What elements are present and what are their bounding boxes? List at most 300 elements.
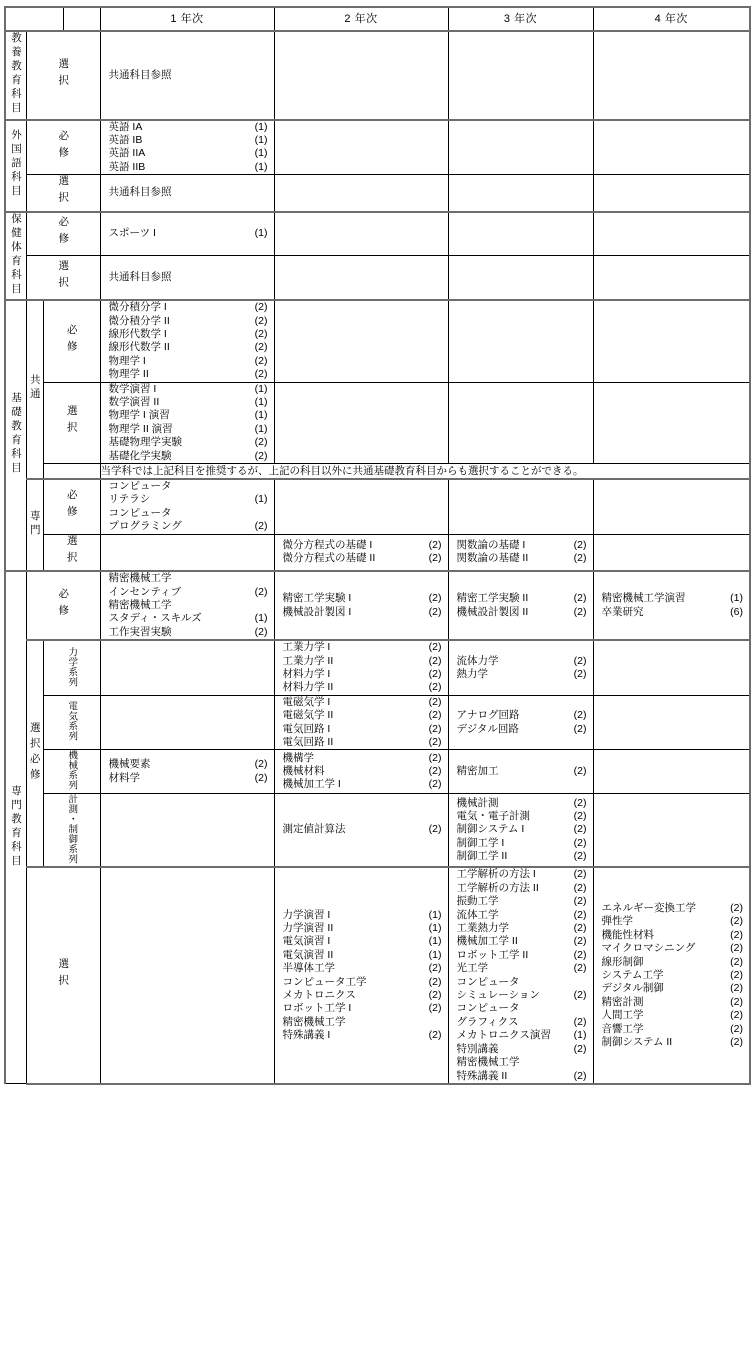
- course-item: [602, 902, 744, 915]
- course-name: 流体力学: [456, 654, 499, 667]
- course-credit: (2): [254, 327, 268, 340]
- course-item: [457, 922, 587, 935]
- course-item: [283, 962, 442, 975]
- course-name: 弾性学: [601, 915, 633, 928]
- course-credit: (2): [428, 1002, 442, 1015]
- course-credit: (2): [254, 585, 268, 598]
- course-credit: (1): [428, 908, 442, 921]
- cell-hoken-sentaku-y2: [274, 256, 448, 300]
- course-credit: (2): [573, 850, 587, 863]
- cell-senmon-sentaku-y1: [100, 867, 274, 1084]
- course-credit: (1): [254, 120, 268, 133]
- cell-sh-rikigaku-y1: [100, 640, 274, 695]
- cell-sh-keisoku-y2: [274, 793, 448, 867]
- course-name: デジタル制御: [601, 982, 664, 995]
- course-item: [109, 69, 268, 82]
- cell-kyoyo-sentaku-y3: [448, 31, 593, 120]
- cell-sh-keisoku-y4: [593, 793, 750, 867]
- label-senmon-sentaku: 選択: [26, 867, 100, 1084]
- course-item: [457, 655, 587, 668]
- course-name: ロボット工学 I: [282, 1002, 352, 1015]
- course-credit: (2): [573, 823, 587, 836]
- course-name: スポーツ I: [108, 227, 156, 240]
- header-year-3: 3 年次: [448, 7, 593, 31]
- course-item: [283, 736, 442, 749]
- course-item: [109, 409, 268, 422]
- course-credit: (2): [428, 654, 442, 667]
- cell-kiso-senmon-hisshu-y3: [448, 479, 593, 534]
- course-item: [109, 315, 268, 328]
- course-credit: (2): [573, 922, 587, 935]
- course-name: 微分積分学 I: [108, 301, 167, 314]
- course-item: [109, 626, 268, 639]
- cell-gaikokugo-hisshu-y4: [593, 120, 750, 175]
- label-gaikokugo-sentaku: 選択: [26, 175, 100, 212]
- course-item: [283, 935, 442, 948]
- cell-kiso-senmon-hisshu-y1: [100, 479, 274, 534]
- course-item: [283, 539, 442, 552]
- label-kiso-senmon-hisshu: 必修: [43, 479, 100, 534]
- cell-sh-rikigaku-y3: [448, 640, 593, 695]
- course-name: システム工学: [601, 968, 664, 981]
- curriculum-table: [4, 6, 751, 1085]
- course-name: プログラミング: [108, 520, 182, 533]
- course-credit: (2): [428, 695, 442, 708]
- row-kyoyo-sentaku: [5, 31, 750, 120]
- course-name: 工業熱力学: [456, 922, 509, 935]
- course-credit: (2): [573, 796, 587, 809]
- course-name: 精密機械工学: [108, 572, 172, 585]
- course-item: [457, 765, 587, 778]
- row-kiso-kyotsu-sentaku: [5, 382, 750, 463]
- course-credit: (2): [254, 771, 268, 784]
- course-item: [457, 989, 587, 1002]
- cell-senmon-sentaku-y4: [593, 867, 750, 1084]
- course-item: [457, 935, 587, 948]
- course-name: 電気回路 II: [282, 736, 334, 748]
- course-name: 特殊講義 I: [282, 1029, 331, 1042]
- course-name: アナログ回路: [456, 709, 520, 722]
- note-spacer: [43, 464, 100, 480]
- course-item: [109, 355, 268, 368]
- cell-kiso-kyotsu-hisshu-y4: [593, 300, 750, 382]
- course-credit: (2): [730, 955, 743, 968]
- row-hoken-hisshu: [5, 212, 750, 256]
- cell-hoken-sentaku-y4: [593, 256, 750, 300]
- course-item: [457, 1016, 587, 1029]
- course-item: [109, 450, 268, 463]
- course-item: [457, 868, 587, 881]
- course-credit: (2): [428, 975, 442, 988]
- label-senmon-hisshu: 必修: [26, 571, 100, 640]
- course-item: [457, 1043, 587, 1056]
- course-name: リテラシ: [108, 493, 151, 506]
- course-name: 特別講義: [456, 1042, 499, 1055]
- course-credit: (1): [573, 1029, 587, 1042]
- course-item: [109, 758, 268, 771]
- course-item: [109, 383, 268, 396]
- course-name: 線形代数学 II: [108, 341, 170, 354]
- course-name: 電気演習 II: [282, 948, 334, 961]
- course-item: [109, 520, 268, 533]
- course-name: 工業力学 II: [282, 654, 334, 667]
- course-item: [457, 606, 587, 619]
- course-name: 工学解析の方法 I: [456, 868, 536, 881]
- course-name: 振動工学: [456, 895, 499, 908]
- course-name: コンピュータ: [456, 1002, 520, 1015]
- course-item: [602, 915, 744, 928]
- row-kiso-kyotsu-hisshu: [5, 300, 750, 382]
- row-gaikokugo-hisshu: [5, 120, 750, 175]
- cell-kiso-kyotsu-hisshu-y2: [274, 300, 448, 382]
- course-credit: (2): [573, 881, 587, 894]
- kiso-note-text: 当学科では上記科目を推奨するが、上記の科目以外に共通基礎教育科目からも選択することができる。: [100, 464, 750, 480]
- course-name: メカトロニクス演習: [456, 1029, 551, 1042]
- label-kiso-kyotsu-sentaku: 選択: [43, 382, 100, 463]
- course-name: 電磁気学 I: [282, 695, 331, 708]
- cell-senmon-hisshu-y3: [448, 571, 593, 640]
- course-item: [283, 655, 442, 668]
- course-item: [109, 507, 268, 520]
- course-item: [109, 186, 268, 199]
- course-credit: (2): [573, 1069, 587, 1082]
- label-kiso-kyotsu: 共通: [26, 300, 43, 479]
- course-item: [109, 368, 268, 381]
- course-item: [457, 552, 587, 565]
- course-credit: (2): [573, 1015, 587, 1028]
- course-item: [457, 895, 587, 908]
- course-credit: (2): [573, 709, 587, 722]
- course-credit: (2): [254, 625, 268, 638]
- course-credit: (2): [573, 552, 587, 565]
- cell-gaikokugo-sentaku-y4: [593, 175, 750, 212]
- course-credit: (2): [573, 935, 587, 948]
- cell-sh-denki-y4: [593, 695, 750, 750]
- course-credit: (1): [254, 612, 268, 625]
- course-name: 微分方程式の基礎 II: [282, 552, 376, 565]
- course-item: [109, 271, 268, 284]
- course-item: [457, 823, 587, 836]
- course-item: [283, 949, 442, 962]
- course-name: 共通科目参照: [108, 271, 172, 284]
- course-item: [457, 850, 587, 863]
- course-credit: (2): [573, 764, 587, 777]
- course-credit: (2): [573, 722, 587, 735]
- course-item: [602, 929, 744, 942]
- course-credit: (2): [254, 520, 268, 533]
- course-credit: (1): [254, 395, 268, 408]
- course-name: 制御工学 II: [456, 850, 508, 863]
- course-name: 力学演習 I: [282, 908, 331, 921]
- course-name: 機能性材料: [601, 928, 654, 941]
- label-keiretsu-rikigaku: 力学系列: [43, 640, 100, 695]
- course-credit: (2): [428, 538, 442, 551]
- label-kyoyo-sentaku: 選択: [26, 31, 100, 120]
- course-name: 機械材料: [282, 764, 325, 777]
- label-kiso-senmon: 専門: [26, 479, 43, 571]
- course-item: [283, 765, 442, 778]
- row-senmon-sh-kikai: [5, 750, 750, 794]
- header-year-4: 4 年次: [593, 7, 750, 31]
- course-name: 精密機械工学: [282, 1015, 346, 1028]
- course-item: [283, 696, 442, 709]
- course-item: [457, 1070, 587, 1083]
- label-gaikokugo-kamoku: 外国語科目: [5, 120, 26, 212]
- cell-hoken-hisshu-y3: [448, 212, 593, 256]
- cell-sh-rikigaku-y4: [593, 640, 750, 695]
- row-senmon-sentaku: [5, 867, 750, 1084]
- cell-kiso-senmon-sentaku-y2: [274, 534, 448, 571]
- course-item: [602, 969, 744, 982]
- course-credit: (2): [428, 667, 442, 680]
- label-kiso-kyotsu-hisshu: 必修: [43, 300, 100, 382]
- label-hoken-hisshu: 必修: [26, 212, 100, 256]
- course-credit: (1): [428, 922, 442, 935]
- course-credit: (2): [730, 1022, 743, 1035]
- cell-kiso-senmon-sentaku-y3: [448, 534, 593, 571]
- course-item: [602, 942, 744, 955]
- course-credit: (2): [254, 301, 268, 314]
- row-gaikokugo-sentaku: [5, 175, 750, 212]
- table-header-row: [5, 7, 750, 31]
- course-item: [283, 989, 442, 1002]
- course-item: [457, 1056, 587, 1069]
- row-senmon-hisshu: [5, 571, 750, 640]
- course-item: [457, 592, 587, 605]
- row-senmon-sh-denki: [5, 695, 750, 750]
- course-item: [283, 606, 442, 619]
- course-name: 精密計測: [601, 995, 644, 1008]
- course-name: 共通科目参照: [108, 68, 172, 81]
- course-item: [109, 161, 268, 174]
- course-name: コンピュータ: [108, 506, 172, 519]
- course-name: 材料学: [108, 771, 140, 784]
- cell-sh-kikai-y2: [274, 750, 448, 794]
- course-name: 測定値計算法: [282, 823, 346, 836]
- course-credit: (1): [254, 133, 268, 146]
- course-item: [109, 612, 268, 625]
- course-name: メカトロニクス: [282, 989, 356, 1002]
- cell-kyoyo-sentaku-y4: [593, 31, 750, 120]
- course-item: [283, 723, 442, 736]
- course-item: [109, 147, 268, 160]
- cell-sh-rikigaku-y2: [274, 640, 448, 695]
- course-name: 工作実習実験: [108, 625, 172, 638]
- cell-kiso-senmon-hisshu-y4: [593, 479, 750, 534]
- course-name: 流体工学: [456, 908, 499, 921]
- course-item: [602, 592, 744, 605]
- label-senmon-sentaku-hisshu: 選択必修: [26, 640, 43, 867]
- cell-sh-keisoku-y3: [448, 793, 593, 867]
- course-credit: (1): [428, 935, 442, 948]
- course-item: [457, 723, 587, 736]
- course-item: [602, 1009, 744, 1022]
- course-name: 光工学: [456, 962, 488, 975]
- course-item: [283, 668, 442, 681]
- course-name: 精密工学実験 I: [282, 592, 352, 605]
- label-kiso-kyoiku-kamoku: 基礎教育科目: [5, 300, 26, 571]
- cell-gaikokugo-sentaku-y2: [274, 175, 448, 212]
- course-name: 機械加工学 II: [456, 935, 518, 948]
- course-name: ロボット工学 II: [456, 948, 529, 961]
- cell-gaikokugo-hisshu-y3: [448, 120, 593, 175]
- course-credit: (2): [254, 368, 268, 381]
- course-item: [283, 592, 442, 605]
- row-kiso-senmon-sentaku: [5, 534, 750, 571]
- course-item: [283, 976, 442, 989]
- course-item: [457, 810, 587, 823]
- course-name: 物理学 II: [108, 368, 149, 381]
- course-item: [109, 396, 268, 409]
- course-item: [283, 1002, 442, 1015]
- course-credit: (2): [428, 751, 442, 764]
- cell-gaikokugo-hisshu-y1: [100, 120, 274, 175]
- course-credit: (1): [254, 227, 268, 240]
- course-credit: (6): [730, 605, 743, 618]
- course-item: [283, 778, 442, 791]
- course-credit: (2): [573, 605, 587, 618]
- course-item: [457, 1002, 587, 1015]
- course-item: [457, 837, 587, 850]
- course-name: コンピュータ: [108, 480, 172, 492]
- course-item: [457, 909, 587, 922]
- cell-senmon-hisshu-y4: [593, 571, 750, 640]
- course-name: 材料力学 II: [282, 681, 334, 694]
- course-name: コンピュータ工学: [282, 975, 367, 988]
- course-credit: (2): [573, 989, 587, 1002]
- course-name: 力学演習 II: [282, 922, 334, 935]
- label-kiso-senmon-sentaku: 選択: [43, 534, 100, 571]
- course-item: [283, 909, 442, 922]
- course-credit: (2): [254, 758, 268, 771]
- course-credit: (2): [730, 901, 743, 914]
- course-credit: (2): [428, 736, 442, 748]
- course-credit: (2): [254, 436, 268, 449]
- course-name: インセンティブ: [108, 585, 182, 598]
- cell-senmon-sentaku-y3: [448, 867, 593, 1084]
- cell-kiso-kyotsu-sentaku-y2: [274, 382, 448, 463]
- course-name: 英語 IA: [108, 120, 143, 133]
- course-name: デジタル回路: [456, 722, 519, 735]
- course-name: 電気・電子計測: [456, 810, 530, 823]
- cell-sh-kikai-y3: [448, 750, 593, 794]
- course-credit: (2): [730, 942, 743, 955]
- course-credit: (2): [428, 962, 442, 975]
- course-name: 機械計測: [456, 796, 499, 809]
- course-name: 精密工学実験 II: [456, 592, 529, 605]
- course-name: 共通科目参照: [108, 186, 172, 199]
- course-credit: (1): [254, 147, 268, 160]
- course-name: エネルギー変換工学: [601, 901, 696, 914]
- course-credit: (2): [730, 1009, 743, 1022]
- label-hoken-sentaku: 選択: [26, 256, 100, 300]
- course-credit: (2): [254, 314, 268, 327]
- course-name: 電気演習 I: [282, 935, 331, 948]
- course-credit: (2): [254, 354, 268, 367]
- course-name: 卒業研究: [601, 605, 644, 618]
- course-name: 物理学 I 演習: [108, 409, 170, 422]
- course-item: [109, 227, 268, 240]
- course-name: 微分積分学 II: [108, 314, 170, 327]
- course-item: [457, 962, 587, 975]
- course-item: [457, 539, 587, 552]
- cell-kiso-kyotsu-sentaku-y3: [448, 382, 593, 463]
- course-credit: (2): [573, 654, 587, 667]
- course-credit: (2): [573, 962, 587, 975]
- course-credit: (2): [730, 1035, 743, 1048]
- course-name: 英語 IB: [108, 133, 143, 146]
- course-name: 微分方程式の基礎 I: [282, 538, 373, 551]
- course-item: [109, 599, 268, 612]
- label-hoken-taiiku-kamoku: 保健体育科目: [5, 212, 26, 301]
- label-senmon-kyoiku-kamoku: 専門教育科目: [5, 571, 26, 1084]
- course-item: [602, 1036, 744, 1049]
- course-name: 英語 IIA: [108, 147, 146, 160]
- course-name: 電気回路 I: [282, 722, 331, 735]
- course-credit: (2): [428, 722, 442, 735]
- course-item: [283, 1029, 442, 1042]
- course-name: 関数論の基礎 II: [456, 552, 529, 565]
- course-credit: (1): [254, 493, 268, 506]
- course-name: 工業力学 I: [282, 641, 331, 654]
- course-name: 音響工学: [601, 1022, 644, 1035]
- course-name: 機械設計製図 I: [282, 605, 352, 618]
- course-item: [283, 552, 442, 565]
- cell-kiso-kyotsu-hisshu-y3: [448, 300, 593, 382]
- header-year-1: 1 年次: [100, 7, 274, 31]
- course-name: 熱力学: [456, 667, 488, 680]
- course-name: 基礎物理学実験: [108, 436, 182, 449]
- course-name: 電磁気学 II: [282, 709, 334, 722]
- course-item: [602, 996, 744, 1009]
- course-item: [283, 641, 442, 654]
- course-name: 精密加工: [456, 764, 499, 777]
- course-name: 機械設計製図 II: [456, 605, 529, 618]
- course-credit: (2): [428, 641, 442, 654]
- course-item: [457, 668, 587, 681]
- course-item: [109, 480, 268, 493]
- course-name: 工学解析の方法 II: [456, 881, 539, 894]
- label-keiretsu-kikai: 機械系列: [43, 750, 100, 794]
- cell-sh-kikai-y1: [100, 750, 274, 794]
- course-item: [602, 606, 744, 619]
- cell-kiso-senmon-sentaku-y1: [100, 534, 274, 571]
- cell-senmon-hisshu-y2: [274, 571, 448, 640]
- cell-gaikokugo-sentaku-y3: [448, 175, 593, 212]
- course-name: 物理学 I: [108, 354, 146, 367]
- course-item: [109, 586, 268, 599]
- course-item: [457, 797, 587, 810]
- course-credit: (2): [573, 810, 587, 823]
- course-item: [602, 956, 744, 969]
- course-item: [109, 134, 268, 147]
- course-credit: (2): [428, 605, 442, 618]
- course-credit: (2): [573, 592, 587, 605]
- cell-sh-keisoku-y1: [100, 793, 274, 867]
- course-name: 制御工学 I: [456, 836, 505, 849]
- label-kyoyo-kyoiku-kamoku: 教養教育科目: [5, 31, 26, 120]
- course-item: [283, 823, 442, 836]
- course-name: スタディ・スキルズ: [108, 612, 202, 625]
- course-credit: (2): [573, 908, 587, 921]
- course-name: グラフィクス: [456, 1015, 519, 1028]
- course-credit: (2): [428, 552, 442, 565]
- course-item: [457, 882, 587, 895]
- cell-sh-denki-y1: [100, 695, 274, 750]
- course-name: 特殊講義 II: [456, 1069, 508, 1082]
- course-name: 機械要素: [108, 758, 151, 771]
- course-name: 精密機械工学: [108, 598, 172, 611]
